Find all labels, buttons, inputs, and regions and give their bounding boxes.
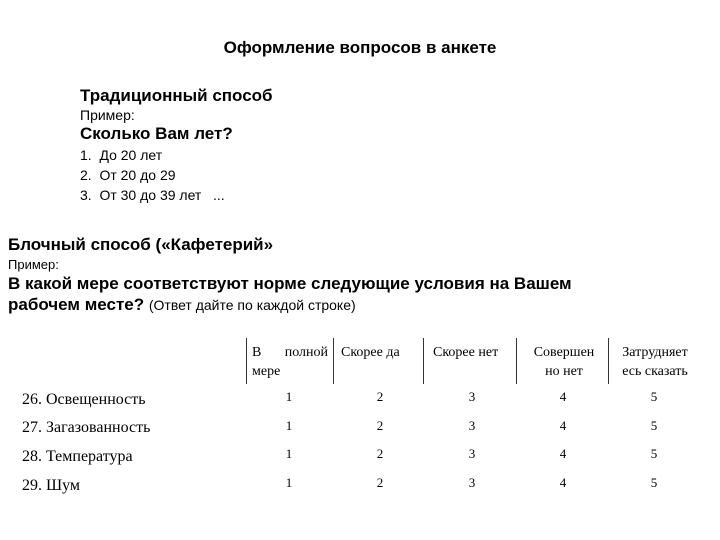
table-cell: 2 (376, 475, 384, 490)
traditional-example-label: Пример: (80, 107, 135, 123)
traditional-options (80, 145, 225, 205)
table-divider (516, 338, 517, 384)
table-cell: 4 (559, 446, 567, 461)
column-header-line: Скорее нет (433, 345, 499, 360)
column-header-rather-no (433, 343, 513, 362)
column-header-line: Скорее да (341, 345, 400, 360)
column-header-not-at-all (524, 343, 604, 381)
table-divider (423, 338, 424, 384)
option-item: 3. От 30 до 39 лет ... (80, 187, 225, 203)
table-cell: 3 (468, 446, 476, 461)
column-header-line: В полной (252, 345, 328, 360)
table-cell: 2 (376, 418, 384, 433)
table-divider (333, 338, 334, 384)
column-header-rather-yes (341, 343, 421, 362)
page-title: Оформление вопросов в анкете (223, 38, 497, 57)
table-divider (608, 338, 609, 384)
block-question (8, 273, 708, 316)
table-cell: 2 (376, 389, 384, 404)
block-heading: Блочный способ («Кафетерий» (8, 235, 274, 254)
block-question-note: (Ответ дайте по каждой строке) (148, 297, 356, 313)
row-label: 27. Загазованность (22, 419, 151, 436)
column-header-line: мере (252, 364, 281, 379)
table-cell: 4 (559, 475, 567, 490)
table-cell: 3 (468, 418, 476, 433)
row-label: 29. Шум (22, 477, 81, 494)
column-header-hard-to-say (612, 343, 698, 381)
block-question-line2-text: рабочем месте? (8, 295, 145, 314)
table-cell: 3 (468, 389, 476, 404)
table-cell: 5 (650, 475, 658, 490)
table-cell: 4 (559, 389, 567, 404)
table-cell: 5 (650, 418, 658, 433)
row-label: 28. Температура (22, 448, 133, 465)
block-example-label: Пример: (8, 257, 59, 272)
column-header-line: есь сказать (622, 364, 688, 379)
table-cell: 2 (376, 446, 384, 461)
table-cell: 1 (285, 389, 293, 404)
table-cell: 1 (285, 446, 293, 461)
traditional-heading: Традиционный способ (80, 86, 273, 105)
table-cell: 5 (650, 389, 658, 404)
table-cell: 1 (285, 418, 293, 433)
column-header-line: Совершен (533, 345, 595, 360)
option-item: 2. От 20 до 29 (80, 167, 176, 183)
traditional-question: Сколько Вам лет? (80, 124, 233, 143)
table-cell: 1 (285, 475, 293, 490)
block-question-line1: В какой мере соответствуют норме следующие условия на Вашем (8, 274, 572, 293)
option-item: 1. До 20 лет (80, 147, 163, 163)
table-cell: 5 (650, 446, 658, 461)
column-header-line: Затрудняет (622, 345, 688, 360)
block-question-line2 (8, 294, 708, 316)
table-cell: 3 (468, 475, 476, 490)
column-header-line: но нет (545, 364, 583, 379)
row-label: 26. Освещенность (22, 391, 146, 408)
column-header-fully (252, 343, 328, 381)
table-divider (246, 338, 247, 384)
table-cell: 4 (559, 418, 567, 433)
